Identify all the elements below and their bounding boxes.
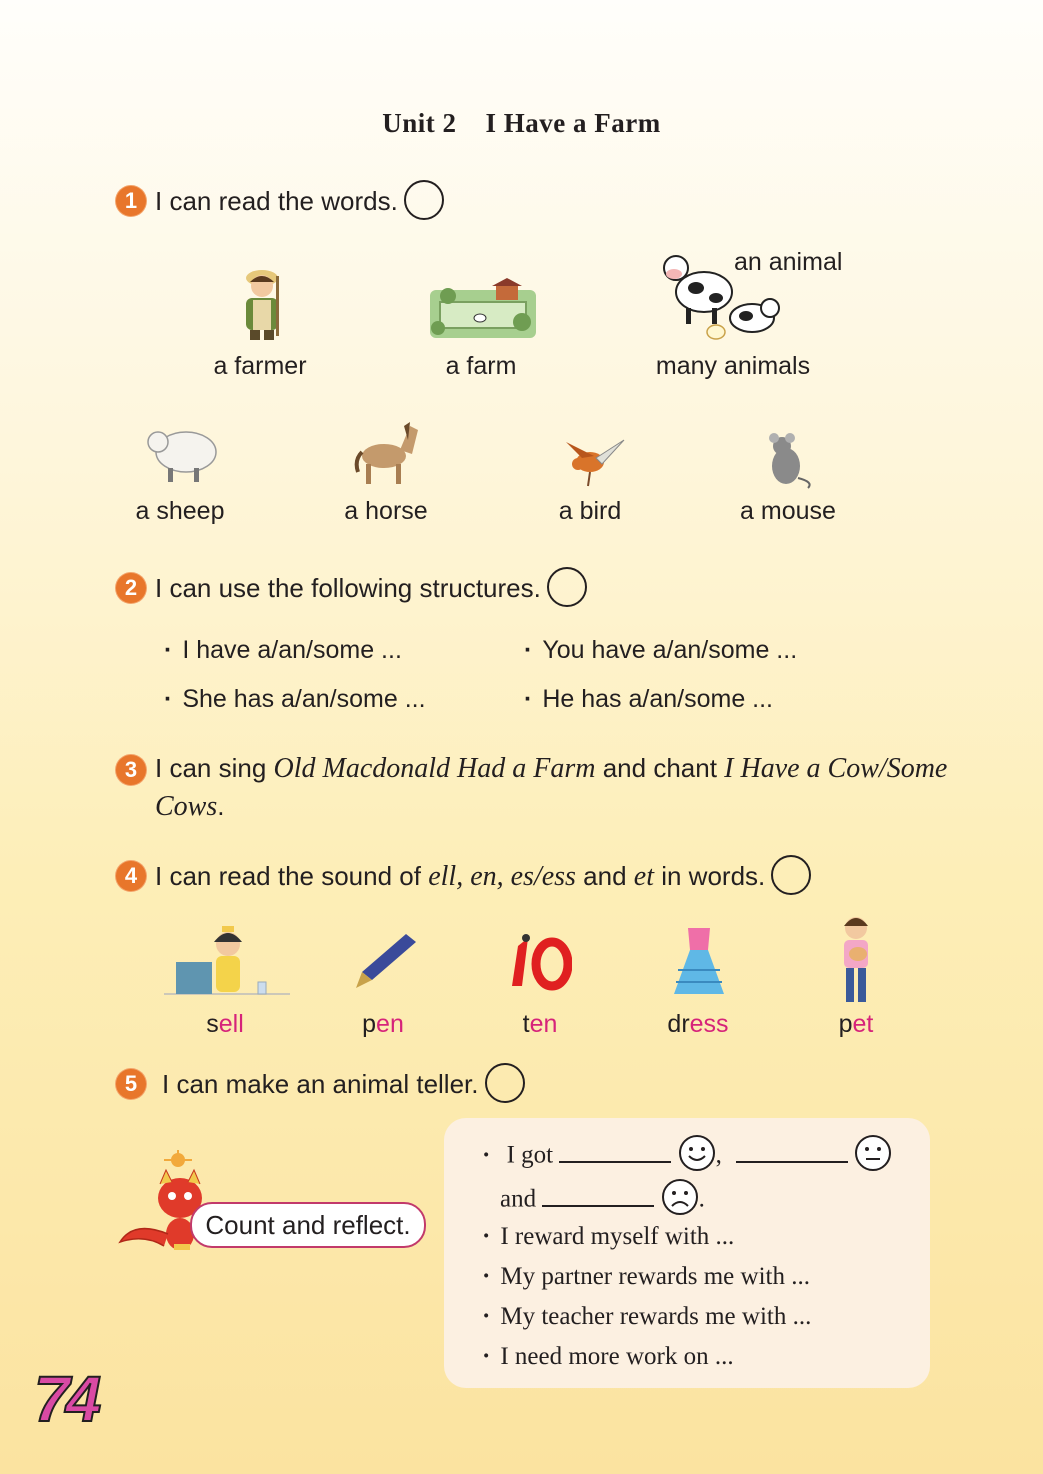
reflect-line-1: · I reward myself with ...	[482, 1223, 734, 1251]
horse-icon	[352, 420, 422, 486]
section-2-number: 2	[116, 573, 146, 603]
structure-2: · You have a/an/some ...	[524, 636, 797, 665]
section-4-text-b: and	[575, 860, 634, 891]
sell-sound: ell	[218, 1010, 244, 1038]
got-label: I got	[506, 1141, 554, 1169]
blank-sad[interactable]	[542, 1183, 654, 1207]
sound-word-dress	[628, 1010, 768, 1039]
sheep-icon	[142, 422, 222, 486]
section-5-text: I can make an animal teller.	[162, 1068, 479, 1099]
unit-label: Unit 2	[382, 108, 457, 138]
seller-icon	[164, 922, 290, 998]
self-check-circle-5[interactable]	[485, 1063, 525, 1103]
reflect-line-2: · My partner rewards me with ...	[482, 1263, 810, 1291]
section-3-heading	[155, 752, 947, 785]
and-label: and	[500, 1185, 537, 1213]
sound-word-pet	[786, 1010, 926, 1039]
section-2-text: I can use the following structures.	[155, 572, 541, 603]
sounds-list: ell, en, es/ess	[428, 860, 576, 892]
word-sheep: a sheep	[135, 497, 225, 525]
reflect-line-3: · My teacher rewards me with ...	[482, 1303, 811, 1331]
word-farmer: a farmer	[213, 352, 307, 380]
self-check-circle-1[interactable]	[404, 180, 444, 220]
chant-title-line1: I Have a Cow/Some	[724, 753, 948, 784]
dress-icon	[668, 924, 730, 998]
ten-prefix: t	[522, 1010, 530, 1038]
neutral-face-icon	[854, 1134, 892, 1172]
pen-prefix: p	[362, 1010, 377, 1038]
section-2-heading	[155, 570, 587, 610]
page-title	[0, 108, 1043, 139]
sound-word-sell	[155, 1010, 295, 1039]
section-3-number: 3	[116, 755, 146, 785]
bird-icon	[562, 434, 628, 490]
section-4-number: 4	[116, 861, 146, 891]
blank-neutral[interactable]	[736, 1139, 848, 1163]
reflect-got-line	[482, 1138, 892, 1176]
structure-3: · She has a/an/some ...	[164, 685, 426, 714]
farm-icon	[430, 278, 536, 338]
ten-sound: en	[529, 1010, 558, 1038]
word-mouse: a mouse	[740, 497, 836, 525]
sell-prefix: s	[206, 1010, 219, 1038]
mouse-icon	[760, 430, 816, 490]
word-bird: a bird	[558, 497, 622, 525]
section-1-heading	[155, 183, 444, 223]
word-farm: a farm	[445, 352, 517, 380]
song-title: Old Macdonald Had a Farm	[273, 753, 596, 784]
reflect-and-line	[500, 1182, 705, 1220]
section-3-heading-line2	[155, 790, 224, 823]
sound-word-pen	[313, 1010, 453, 1039]
section-3-text-a: I can sing	[155, 753, 274, 783]
farmer-icon	[226, 262, 296, 342]
section-5-heading	[162, 1066, 525, 1106]
pen-sound: en	[376, 1010, 404, 1038]
self-check-circle-2[interactable]	[547, 567, 587, 607]
word-horse: a horse	[344, 497, 428, 525]
blank-happy[interactable]	[559, 1139, 671, 1163]
sound-et: et	[633, 860, 654, 892]
smile-icon	[678, 1134, 716, 1172]
section-4-text-a: I can read the sound of	[155, 860, 429, 891]
word-many-animals: many animals	[655, 352, 811, 380]
ten-icon	[510, 932, 572, 992]
pen-icon	[350, 930, 420, 990]
sad-face-icon	[661, 1178, 699, 1216]
reflect-line-4: · I need more work on ...	[482, 1343, 734, 1371]
page-number: 74	[34, 1363, 98, 1435]
structure-4: · He has a/an/some ...	[524, 685, 773, 714]
comma: ,	[715, 1141, 722, 1169]
unit-title: I Have a Farm	[485, 108, 661, 138]
count-and-reflect-label: Count and reflect.	[190, 1202, 426, 1248]
dress-prefix: dr	[667, 1010, 690, 1038]
dress-sound: ess	[689, 1010, 729, 1038]
period: .	[698, 1185, 705, 1213]
section-4-heading	[155, 858, 811, 898]
chant-title-line2: Cows	[155, 791, 218, 822]
self-check-circle-4[interactable]	[771, 855, 811, 895]
pet-sound: et	[852, 1010, 874, 1038]
structure-1: · I have a/an/some ...	[164, 636, 402, 665]
pet-icon	[832, 912, 880, 1006]
animal-note: an animal	[734, 248, 843, 276]
section-3-end: .	[217, 791, 225, 821]
sound-word-ten	[470, 1010, 610, 1039]
section-3-text-b: and chant	[595, 753, 725, 783]
pet-prefix: p	[838, 1010, 853, 1038]
section-1-text: I can read the words.	[155, 185, 398, 216]
section-5-number: 5	[116, 1069, 146, 1099]
section-4-text-c: in words.	[654, 860, 766, 891]
section-1-number: 1	[116, 186, 146, 216]
